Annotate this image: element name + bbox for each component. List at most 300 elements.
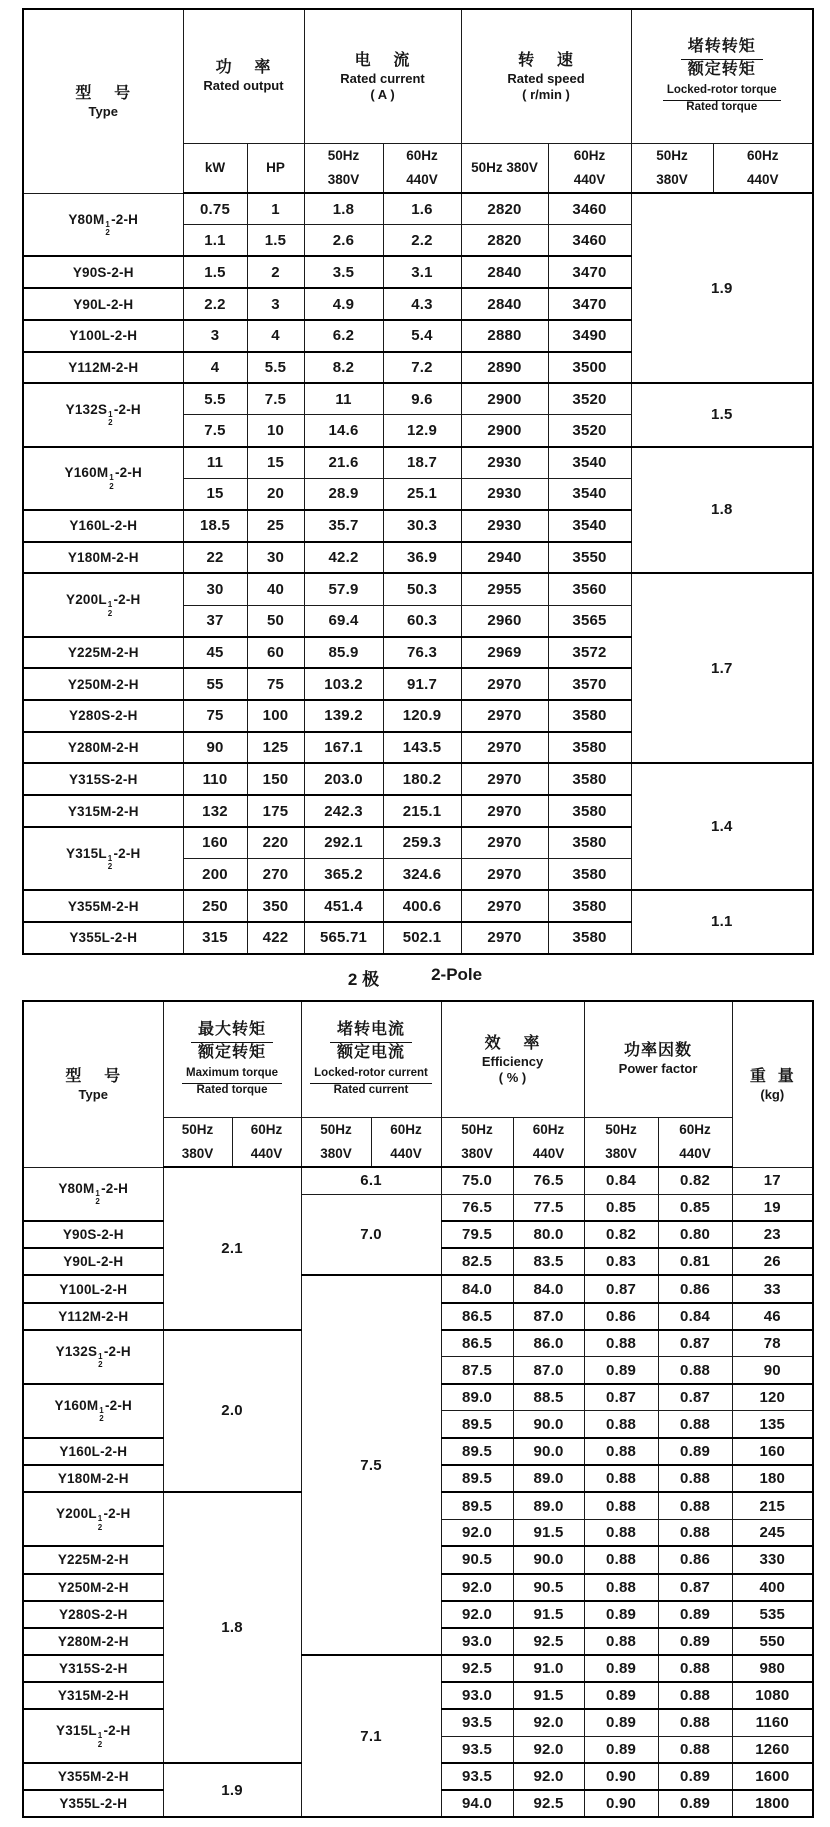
torque-ratio-cell: 1.4	[631, 763, 813, 890]
type-cell: Y180M-2-H	[23, 542, 183, 574]
value-cell: 3580	[548, 795, 631, 827]
type-cell: Y355L-2-H	[23, 922, 183, 954]
value-cell: 245	[732, 1519, 813, 1546]
locked-rotor-current-ratio-header: 堵转电流 额定电流 Locked-rotor current Rated current	[301, 1001, 441, 1117]
lower-spec-table	[22, 1000, 814, 1818]
value-cell: 2970	[461, 890, 548, 922]
value-cell: 324.6	[383, 859, 461, 891]
value-cell: 25.1	[383, 478, 461, 510]
value-cell: 0.88	[658, 1682, 732, 1709]
max-torque-cell: 1.8	[163, 1492, 301, 1763]
value-cell: 0.88	[584, 1492, 658, 1519]
type-cell: Y315M-2-H	[23, 1682, 163, 1709]
value-cell: 87.5	[441, 1357, 513, 1384]
value-cell: 92.0	[441, 1601, 513, 1628]
table-row	[23, 1275, 813, 1302]
type-cell: Y132S 1 2 -2-H	[23, 383, 183, 446]
value-cell: 92.5	[513, 1790, 584, 1817]
type-cell: Y160M 1 2 -2-H	[23, 1384, 163, 1438]
kw-subheader: kW	[183, 143, 247, 193]
torque-ratio-cell: 1.8	[631, 447, 813, 574]
locked-current-cell: 7.0	[301, 1194, 441, 1275]
value-cell: 0.89	[584, 1357, 658, 1384]
value-cell: 76.5	[513, 1167, 584, 1194]
pf-60hz-subheader: 60Hz 440V	[658, 1117, 732, 1167]
value-cell: 69.4	[304, 605, 383, 637]
value-cell: 0.85	[584, 1194, 658, 1221]
value-cell: 17	[732, 1167, 813, 1194]
value-cell: 203.0	[304, 763, 383, 795]
value-cell: 2820	[461, 193, 548, 225]
value-cell: 980	[732, 1655, 813, 1682]
table-row	[23, 573, 813, 605]
fraction-subscript: 1 2	[97, 1731, 103, 1749]
value-cell: 0.88	[584, 1465, 658, 1492]
value-cell: 2940	[461, 542, 548, 574]
value-cell: 0.88	[658, 1492, 732, 1519]
value-cell: 120	[732, 1384, 813, 1411]
value-cell: 220	[247, 827, 304, 859]
value-cell: 270	[247, 859, 304, 891]
value-cell: 3580	[548, 763, 631, 795]
value-cell: 3460	[548, 193, 631, 225]
value-cell: 3520	[548, 383, 631, 415]
value-cell: 0.90	[584, 1763, 658, 1790]
type-cell: Y112M-2-H	[23, 1303, 163, 1330]
torque-50hz-subheader: 50Hz 380V	[631, 143, 713, 193]
value-cell: 28.9	[304, 478, 383, 510]
value-cell: 0.85	[658, 1194, 732, 1221]
value-cell: 2970	[461, 763, 548, 795]
table-row	[23, 193, 813, 225]
value-cell: 89.5	[441, 1465, 513, 1492]
locked-rotor-torque-ratio-header: 堵转转矩 额定转矩 Locked-rotor torque Rated torque	[631, 9, 813, 143]
value-cell: 0.89	[658, 1438, 732, 1465]
value-cell: 3580	[548, 700, 631, 732]
value-cell: 93.5	[441, 1709, 513, 1736]
value-cell: 75.0	[441, 1167, 513, 1194]
speed-60hz-subheader: 60Hz 440V	[548, 143, 631, 193]
value-cell: 167.1	[304, 732, 383, 764]
value-cell: 0.88	[658, 1465, 732, 1492]
value-cell: 12.9	[383, 415, 461, 447]
value-cell: 87.0	[513, 1357, 584, 1384]
value-cell: 0.88	[658, 1655, 732, 1682]
value-cell: 2955	[461, 573, 548, 605]
value-cell: 75	[183, 700, 247, 732]
value-cell: 0.89	[584, 1601, 658, 1628]
value-cell: 92.0	[441, 1519, 513, 1546]
value-cell: 84.0	[513, 1275, 584, 1302]
value-cell: 89.0	[441, 1384, 513, 1411]
type-cell: Y200L 1 2 -2-H	[23, 1492, 163, 1546]
value-cell: 132	[183, 795, 247, 827]
value-cell: 502.1	[383, 922, 461, 954]
table-row	[23, 1655, 813, 1682]
value-cell: 88.5	[513, 1384, 584, 1411]
value-cell: 1.5	[247, 225, 304, 257]
hp-subheader: HP	[247, 143, 304, 193]
value-cell: 175	[247, 795, 304, 827]
value-cell: 82.5	[441, 1248, 513, 1275]
value-cell: 2.6	[304, 225, 383, 257]
type-cell: Y160M 1 2 -2-H	[23, 447, 183, 510]
value-cell: 90.5	[513, 1574, 584, 1601]
value-cell: 1.5	[183, 256, 247, 288]
type-cell: Y90L-2-H	[23, 1248, 163, 1275]
value-cell: 45	[183, 637, 247, 669]
value-cell: 30	[183, 573, 247, 605]
value-cell: 0.81	[658, 1248, 732, 1275]
value-cell: 1.8	[304, 193, 383, 225]
type-cell: Y315M-2-H	[23, 795, 183, 827]
value-cell: 365.2	[304, 859, 383, 891]
value-cell: 2970	[461, 795, 548, 827]
value-cell: 1800	[732, 1790, 813, 1817]
type-cell: Y100L-2-H	[23, 1275, 163, 1302]
rated-speed-header: 转 速 Rated speed ( r/min )	[461, 9, 631, 143]
value-cell: 36.9	[383, 542, 461, 574]
value-cell: 2	[247, 256, 304, 288]
type-cell: Y112M-2-H	[23, 352, 183, 384]
type-cell: Y280S-2-H	[23, 1601, 163, 1628]
value-cell: 50	[247, 605, 304, 637]
value-cell: 4	[247, 320, 304, 352]
value-cell: 85.9	[304, 637, 383, 669]
value-cell: 89.5	[441, 1438, 513, 1465]
maxt-60hz-subheader: 60Hz 440V	[232, 1117, 301, 1167]
value-cell: 150	[247, 763, 304, 795]
value-cell: 90.0	[513, 1411, 584, 1438]
type-cell: Y250M-2-H	[23, 1574, 163, 1601]
value-cell: 0.82	[658, 1167, 732, 1194]
value-cell: 3580	[548, 922, 631, 954]
value-cell: 0.86	[658, 1546, 732, 1573]
value-cell: 0.89	[584, 1736, 658, 1763]
value-cell: 330	[732, 1546, 813, 1573]
value-cell: 37	[183, 605, 247, 637]
value-cell: 259.3	[383, 827, 461, 859]
value-cell: 0.75	[183, 193, 247, 225]
value-cell: 0.87	[584, 1384, 658, 1411]
table-row	[23, 383, 813, 415]
value-cell: 42.2	[304, 542, 383, 574]
value-cell: 0.88	[584, 1546, 658, 1573]
value-cell: 0.89	[584, 1655, 658, 1682]
value-cell: 92.0	[441, 1574, 513, 1601]
value-cell: 0.88	[584, 1330, 658, 1357]
type-cell: Y280S-2-H	[23, 700, 183, 732]
value-cell: 0.89	[658, 1790, 732, 1817]
value-cell: 2840	[461, 256, 548, 288]
value-cell: 0.82	[584, 1221, 658, 1248]
value-cell: 2900	[461, 415, 548, 447]
pf-50hz-subheader: 50Hz 380V	[584, 1117, 658, 1167]
table-row	[23, 447, 813, 479]
fraction-subscript: 1 2	[98, 1351, 103, 1370]
value-cell: 90.0	[513, 1438, 584, 1465]
type-cell: Y280M-2-H	[23, 732, 183, 764]
value-cell: 40	[247, 573, 304, 605]
type-cell: Y160L-2-H	[23, 510, 183, 542]
type-cell: Y90S-2-H	[23, 256, 183, 288]
value-cell: 2970	[461, 732, 548, 764]
locked-current-cell: 7.1	[301, 1655, 441, 1818]
type-cell: Y355M-2-H	[23, 1763, 163, 1790]
type-cell: Y280M-2-H	[23, 1628, 163, 1655]
value-cell: 2820	[461, 225, 548, 257]
fraction-subscript: 1 2	[97, 1514, 103, 1532]
value-cell: 15	[247, 447, 304, 479]
type-cell: Y355L-2-H	[23, 1790, 163, 1817]
value-cell: 76.5	[441, 1194, 513, 1221]
value-cell: 18.5	[183, 510, 247, 542]
type-cell: Y180M-2-H	[23, 1465, 163, 1492]
value-cell: 90	[732, 1357, 813, 1384]
type-cell: Y90S-2-H	[23, 1221, 163, 1248]
value-cell: 5.4	[383, 320, 461, 352]
value-cell: 5.5	[247, 352, 304, 384]
value-cell: 26	[732, 1248, 813, 1275]
value-cell: 2930	[461, 447, 548, 479]
value-cell: 160	[183, 827, 247, 859]
value-cell: 6.2	[304, 320, 383, 352]
value-cell: 2970	[461, 922, 548, 954]
value-cell: 75	[247, 668, 304, 700]
fraction-subscript: 1 2	[99, 1406, 104, 1424]
weight-header: 重 量 (kg)	[732, 1001, 813, 1167]
value-cell: 89.5	[441, 1411, 513, 1438]
value-cell: 89.0	[513, 1492, 584, 1519]
value-cell: 0.88	[584, 1574, 658, 1601]
value-cell: 7.5	[183, 415, 247, 447]
torque-ratio-cell: 1.9	[631, 193, 813, 383]
type-cell: Y225M-2-H	[23, 637, 183, 669]
value-cell: 535	[732, 1601, 813, 1628]
current-50hz-subheader: 50Hz 380V	[304, 143, 383, 193]
value-cell: 3470	[548, 256, 631, 288]
value-cell: 0.84	[658, 1303, 732, 1330]
table-row	[23, 763, 813, 795]
locked-current-cell: 7.5	[301, 1275, 441, 1654]
value-cell: 89.5	[441, 1492, 513, 1519]
value-cell: 77.5	[513, 1194, 584, 1221]
value-cell: 2.2	[383, 225, 461, 257]
value-cell: 93.5	[441, 1736, 513, 1763]
value-cell: 2970	[461, 668, 548, 700]
value-cell: 2900	[461, 383, 548, 415]
value-cell: 21.6	[304, 447, 383, 479]
value-cell: 60.3	[383, 605, 461, 637]
value-cell: 11	[304, 383, 383, 415]
value-cell: 2970	[461, 859, 548, 891]
type-cell: Y315L 1 2 -2-H	[23, 827, 183, 890]
value-cell: 3580	[548, 732, 631, 764]
value-cell: 15	[183, 478, 247, 510]
value-cell: 90	[183, 732, 247, 764]
value-cell: 11	[183, 447, 247, 479]
value-cell: 0.87	[658, 1574, 732, 1601]
value-cell: 1260	[732, 1736, 813, 1763]
type-cell: Y90L-2-H	[23, 288, 183, 320]
value-cell: 2930	[461, 510, 548, 542]
value-cell: 3490	[548, 320, 631, 352]
value-cell: 3520	[548, 415, 631, 447]
value-cell: 0.88	[658, 1357, 732, 1384]
value-cell: 0.88	[584, 1628, 658, 1655]
value-cell: 5.5	[183, 383, 247, 415]
value-cell: 46	[732, 1303, 813, 1330]
value-cell: 4.9	[304, 288, 383, 320]
value-cell: 80.0	[513, 1221, 584, 1248]
value-cell: 0.87	[658, 1330, 732, 1357]
value-cell: 78	[732, 1330, 813, 1357]
value-cell: 0.88	[658, 1519, 732, 1546]
max-torque-cell: 2.1	[163, 1167, 301, 1330]
value-cell: 8.2	[304, 352, 383, 384]
value-cell: 33	[732, 1275, 813, 1302]
torque-60hz-subheader: 60Hz 440V	[713, 143, 813, 193]
value-cell: 3540	[548, 447, 631, 479]
current-60hz-subheader: 60Hz 440V	[383, 143, 461, 193]
value-cell: 3580	[548, 827, 631, 859]
value-cell: 3540	[548, 510, 631, 542]
value-cell: 91.5	[513, 1601, 584, 1628]
value-cell: 90.0	[513, 1546, 584, 1573]
value-cell: 0.86	[584, 1303, 658, 1330]
value-cell: 0.88	[658, 1411, 732, 1438]
value-cell: 92.5	[441, 1655, 513, 1682]
value-cell: 57.9	[304, 573, 383, 605]
fraction-subscript: 1 2	[107, 853, 113, 872]
value-cell: 91.0	[513, 1655, 584, 1682]
type-cell: Y315L 1 2 -2-H	[23, 1709, 163, 1763]
pole-caption	[0, 965, 830, 990]
value-cell: 215.1	[383, 795, 461, 827]
value-cell: 451.4	[304, 890, 383, 922]
value-cell: 3565	[548, 605, 631, 637]
value-cell: 4.3	[383, 288, 461, 320]
value-cell: 550	[732, 1628, 813, 1655]
eff-50hz-subheader: 50Hz 380V	[441, 1117, 513, 1167]
value-cell: 76.3	[383, 637, 461, 669]
value-cell: 22	[183, 542, 247, 574]
value-cell: 2970	[461, 827, 548, 859]
value-cell: 1	[247, 193, 304, 225]
lockedi-50hz-subheader: 50Hz 380V	[301, 1117, 371, 1167]
value-cell: 3500	[548, 352, 631, 384]
value-cell: 93.0	[441, 1628, 513, 1655]
type-header: 型 号 Type	[23, 1001, 163, 1167]
value-cell: 2880	[461, 320, 548, 352]
value-cell: 3.5	[304, 256, 383, 288]
max-torque-cell: 2.0	[163, 1330, 301, 1493]
type-cell: Y250M-2-H	[23, 668, 183, 700]
lockedi-60hz-subheader: 60Hz 440V	[371, 1117, 441, 1167]
value-cell: 2960	[461, 605, 548, 637]
value-cell: 1.1	[183, 225, 247, 257]
value-cell: 10	[247, 415, 304, 447]
value-cell: 422	[247, 922, 304, 954]
value-cell: 110	[183, 763, 247, 795]
value-cell: 139.2	[304, 700, 383, 732]
value-cell: 0.87	[584, 1275, 658, 1302]
value-cell: 86.5	[441, 1330, 513, 1357]
value-cell: 94.0	[441, 1790, 513, 1817]
type-cell: Y315S-2-H	[23, 763, 183, 795]
value-cell: 100	[247, 700, 304, 732]
value-cell: 0.89	[658, 1628, 732, 1655]
value-cell: 125	[247, 732, 304, 764]
value-cell: 0.88	[584, 1438, 658, 1465]
type-cell: Y132S 1 2 -2-H	[23, 1330, 163, 1384]
value-cell: 92.0	[513, 1709, 584, 1736]
value-cell: 7.2	[383, 352, 461, 384]
value-cell: 2970	[461, 700, 548, 732]
value-cell: 2.2	[183, 288, 247, 320]
value-cell: 92.5	[513, 1628, 584, 1655]
type-cell: Y80M 1 2 -2-H	[23, 1167, 163, 1221]
value-cell: 1160	[732, 1709, 813, 1736]
type-cell: Y160L-2-H	[23, 1438, 163, 1465]
maximum-torque-ratio-header: 最大转矩 额定转矩 Maximum torque Rated torque	[163, 1001, 301, 1117]
fraction-subscript: 1 2	[105, 219, 111, 238]
rated-output-header: 功 率 Rated output	[183, 9, 304, 143]
power-factor-header: 功率因数 Power factor	[584, 1001, 732, 1117]
value-cell: 315	[183, 922, 247, 954]
value-cell: 242.3	[304, 795, 383, 827]
value-cell: 91.5	[513, 1519, 584, 1546]
value-cell: 92.0	[513, 1736, 584, 1763]
type-cell: Y225M-2-H	[23, 1546, 163, 1573]
value-cell: 55	[183, 668, 247, 700]
type-cell: Y80M 1 2 -2-H	[23, 193, 183, 256]
value-cell: 87.0	[513, 1303, 584, 1330]
value-cell: 83.5	[513, 1248, 584, 1275]
value-cell: 180.2	[383, 763, 461, 795]
value-cell: 3	[183, 320, 247, 352]
value-cell: 90.5	[441, 1546, 513, 1573]
value-cell: 0.89	[658, 1601, 732, 1628]
type-cell: Y100L-2-H	[23, 320, 183, 352]
torque-ratio-cell: 1.1	[631, 890, 813, 953]
value-cell: 250	[183, 890, 247, 922]
value-cell: 3560	[548, 573, 631, 605]
value-cell: 0.88	[658, 1709, 732, 1736]
value-cell: 350	[247, 890, 304, 922]
pole-caption-cn: 2 极	[347, 970, 380, 989]
value-cell: 0.87	[658, 1384, 732, 1411]
value-cell: 292.1	[304, 827, 383, 859]
value-cell: 19	[732, 1194, 813, 1221]
value-cell: 3580	[548, 890, 631, 922]
value-cell: 84.0	[441, 1275, 513, 1302]
value-cell: 0.86	[658, 1275, 732, 1302]
type-cell: Y315S-2-H	[23, 1655, 163, 1682]
value-cell: 400	[732, 1574, 813, 1601]
value-cell: 14.6	[304, 415, 383, 447]
value-cell: 9.6	[383, 383, 461, 415]
value-cell: 35.7	[304, 510, 383, 542]
value-cell: 23	[732, 1221, 813, 1248]
value-cell: 86.5	[441, 1303, 513, 1330]
value-cell: 180	[732, 1465, 813, 1492]
value-cell: 92.0	[513, 1763, 584, 1790]
value-cell: 160	[732, 1438, 813, 1465]
value-cell: 565.71	[304, 922, 383, 954]
value-cell: 20	[247, 478, 304, 510]
value-cell: 2930	[461, 478, 548, 510]
